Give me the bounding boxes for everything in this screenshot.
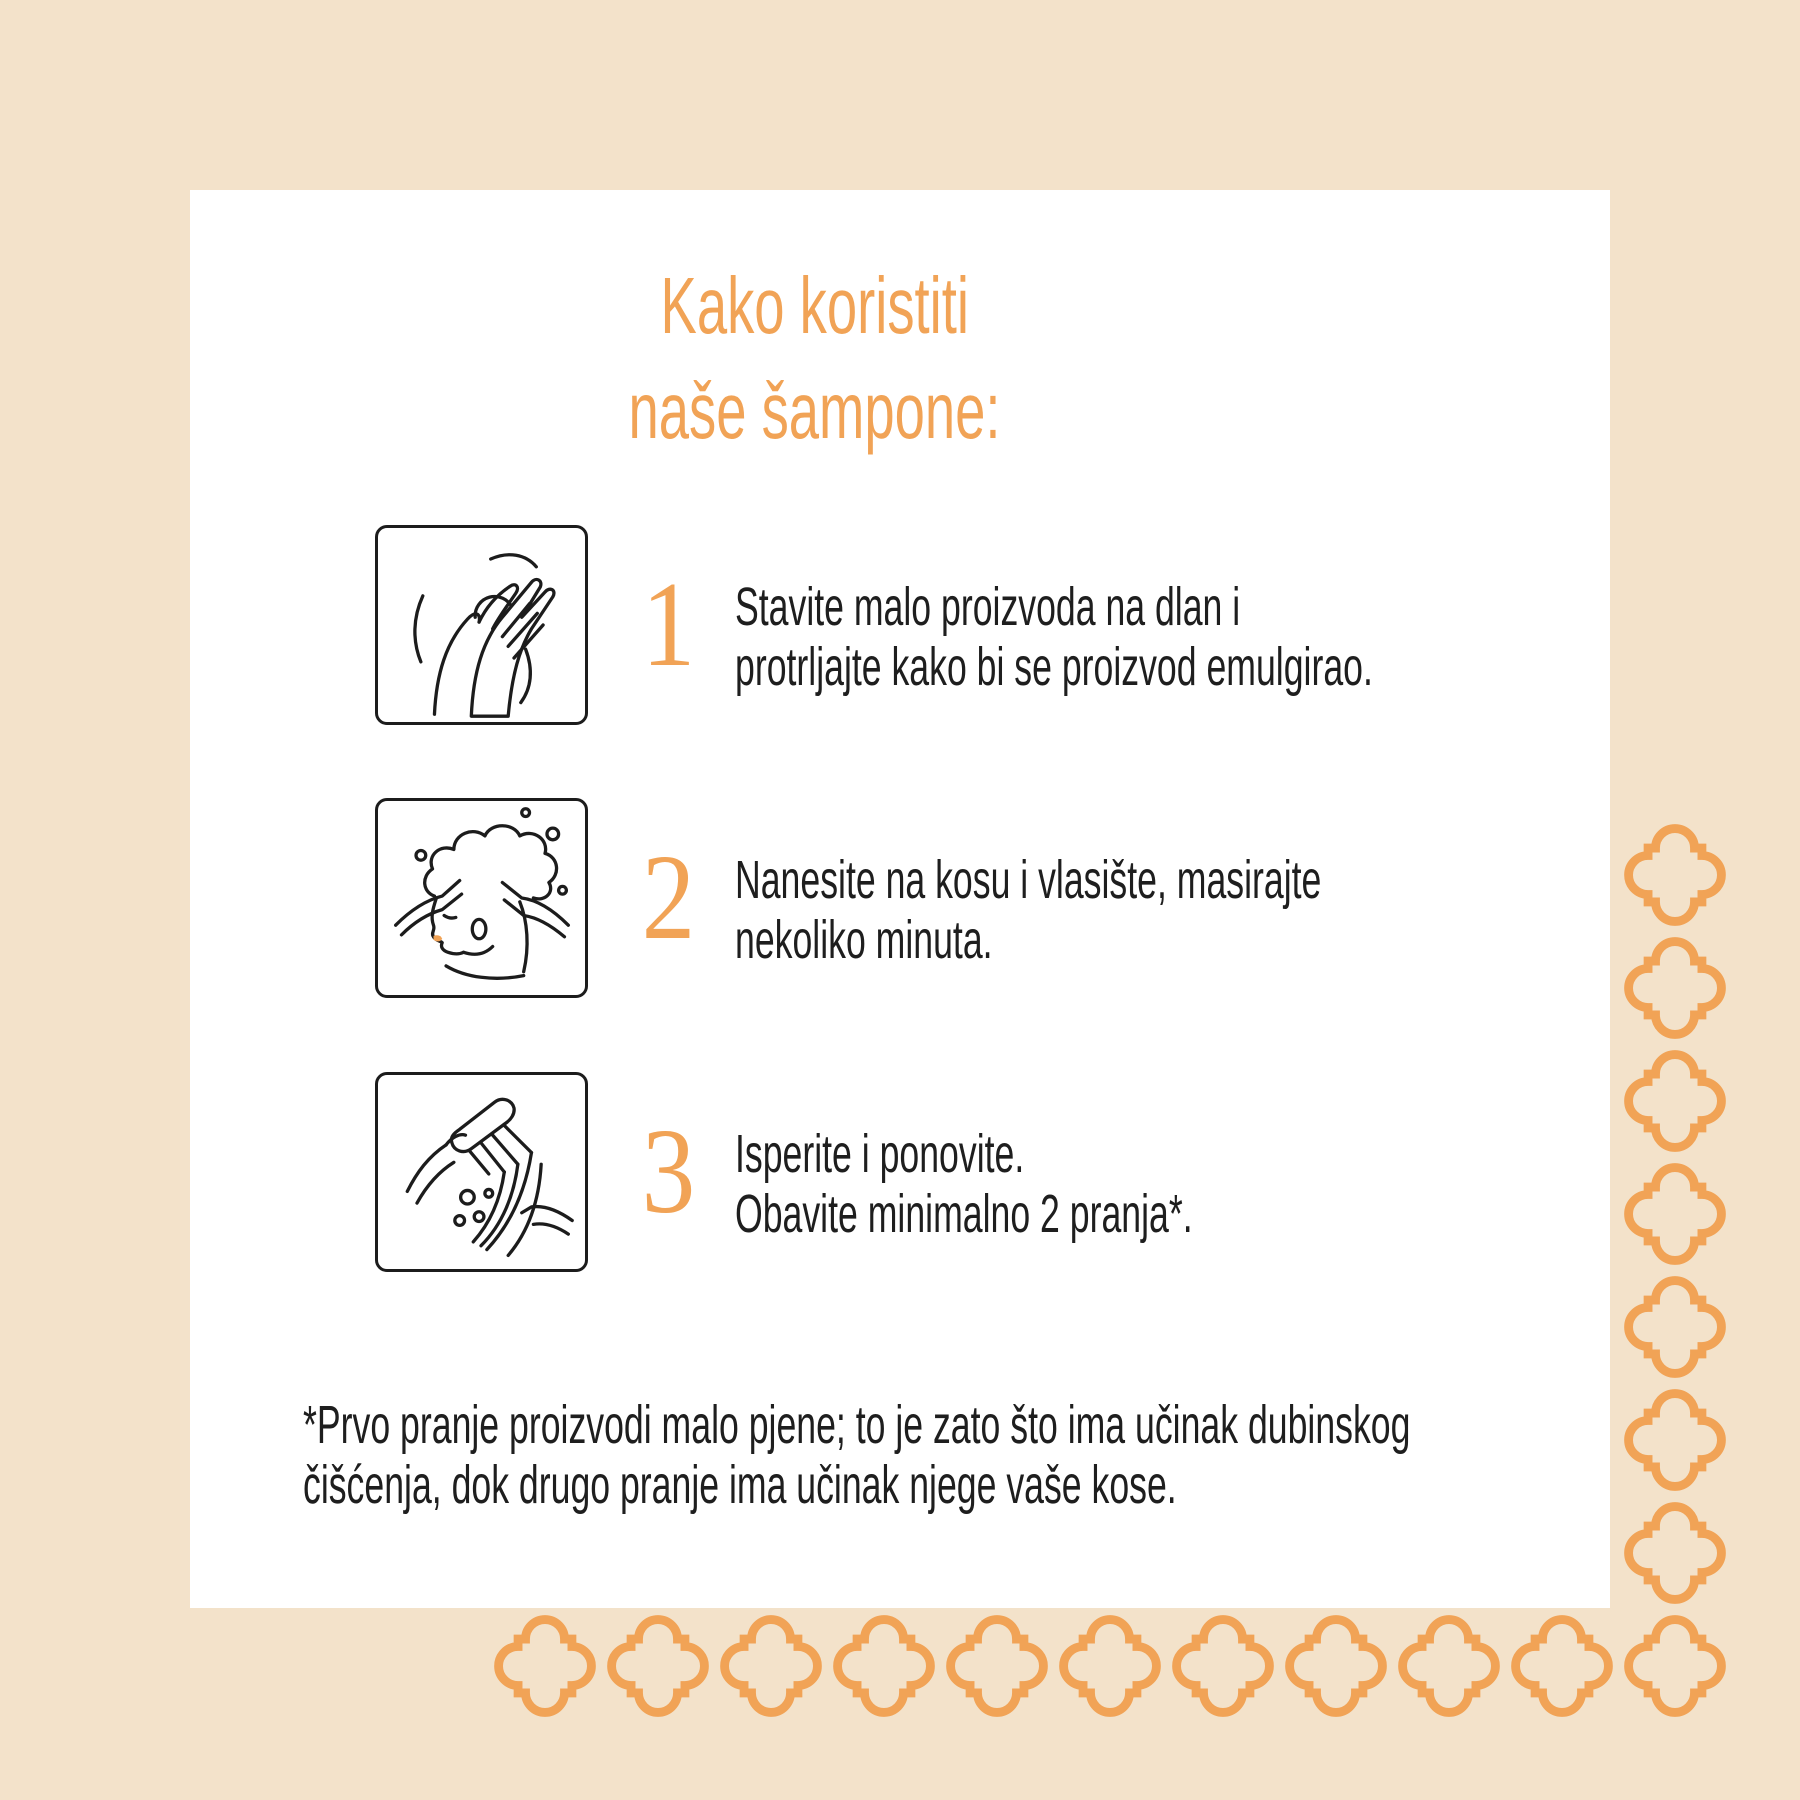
quatrefoil-icon [1397, 1614, 1501, 1718]
quatrefoil-icon [493, 1614, 597, 1718]
step-2-text [735, 850, 1623, 970]
page-title [190, 253, 1440, 463]
footnote-line-2: čišćenja, dok drugo pranje ima učinak njege vaše kose. [303, 1455, 1177, 1515]
title-line-1: Kako koristiti [660, 261, 970, 350]
quatrefoil-icon [1623, 1275, 1727, 1379]
step-text-line: Stavite malo proizvoda na dlan i [735, 577, 1241, 637]
step-2 [375, 798, 1575, 998]
step-3 [375, 1072, 1575, 1272]
quatrefoil-icon [1284, 1614, 1388, 1718]
quatrefoil-icon [1058, 1614, 1162, 1718]
step-3-text [735, 1124, 1428, 1244]
quatrefoil-icon [1623, 1614, 1727, 1718]
quatrefoil-icon [1623, 823, 1727, 927]
quatrefoil-icon [719, 1614, 823, 1718]
quatrefoil-icon [1171, 1614, 1275, 1718]
step-text-line: Obavite minimalno 2 pranja*. [735, 1184, 1193, 1244]
quatrefoil-icon [1623, 1388, 1727, 1492]
step-3-icon-box [375, 1072, 588, 1272]
quatrefoil-icon [1623, 1162, 1727, 1266]
step-1-text [735, 577, 1701, 697]
step-2-icon-box [375, 798, 588, 998]
quatrefoil-icon [832, 1614, 936, 1718]
hair-washing-icon [378, 801, 585, 995]
title-line-2: naše šampone: [629, 366, 1001, 455]
quatrefoil-icon [1623, 936, 1727, 1040]
quatrefoil-icon [1510, 1614, 1614, 1718]
quatrefoil-icon [1623, 1501, 1727, 1605]
step-1 [375, 525, 1575, 725]
step-text-line: Isperite i ponovite. [735, 1124, 1025, 1184]
footnote [303, 1395, 1800, 1515]
hair-rinsing-icon [378, 1075, 585, 1269]
step-text-line: protrljajte kako bi se proizvod emulgirao. [735, 637, 1373, 697]
footnote-line-1: *Prvo pranje proizvodi malo pjene; to je zato što ima učinak dubinskog [303, 1395, 1411, 1455]
quatrefoil-icon [945, 1614, 1049, 1718]
hands-rubbing-icon [378, 528, 585, 722]
step-text-line: nekoliko minuta. [735, 910, 993, 970]
quatrefoil-border-right [1623, 823, 1727, 1605]
step-1-icon-box [375, 525, 588, 725]
quatrefoil-border-bottom [493, 1614, 1727, 1718]
quatrefoil-icon [1623, 1049, 1727, 1153]
step-2-number: 2 [641, 830, 695, 965]
step-text-line: Nanesite na kosu i vlasište, masirajte [735, 850, 1322, 910]
step-1-number: 1 [641, 557, 695, 692]
step-3-number: 3 [641, 1104, 695, 1239]
quatrefoil-icon [606, 1614, 710, 1718]
